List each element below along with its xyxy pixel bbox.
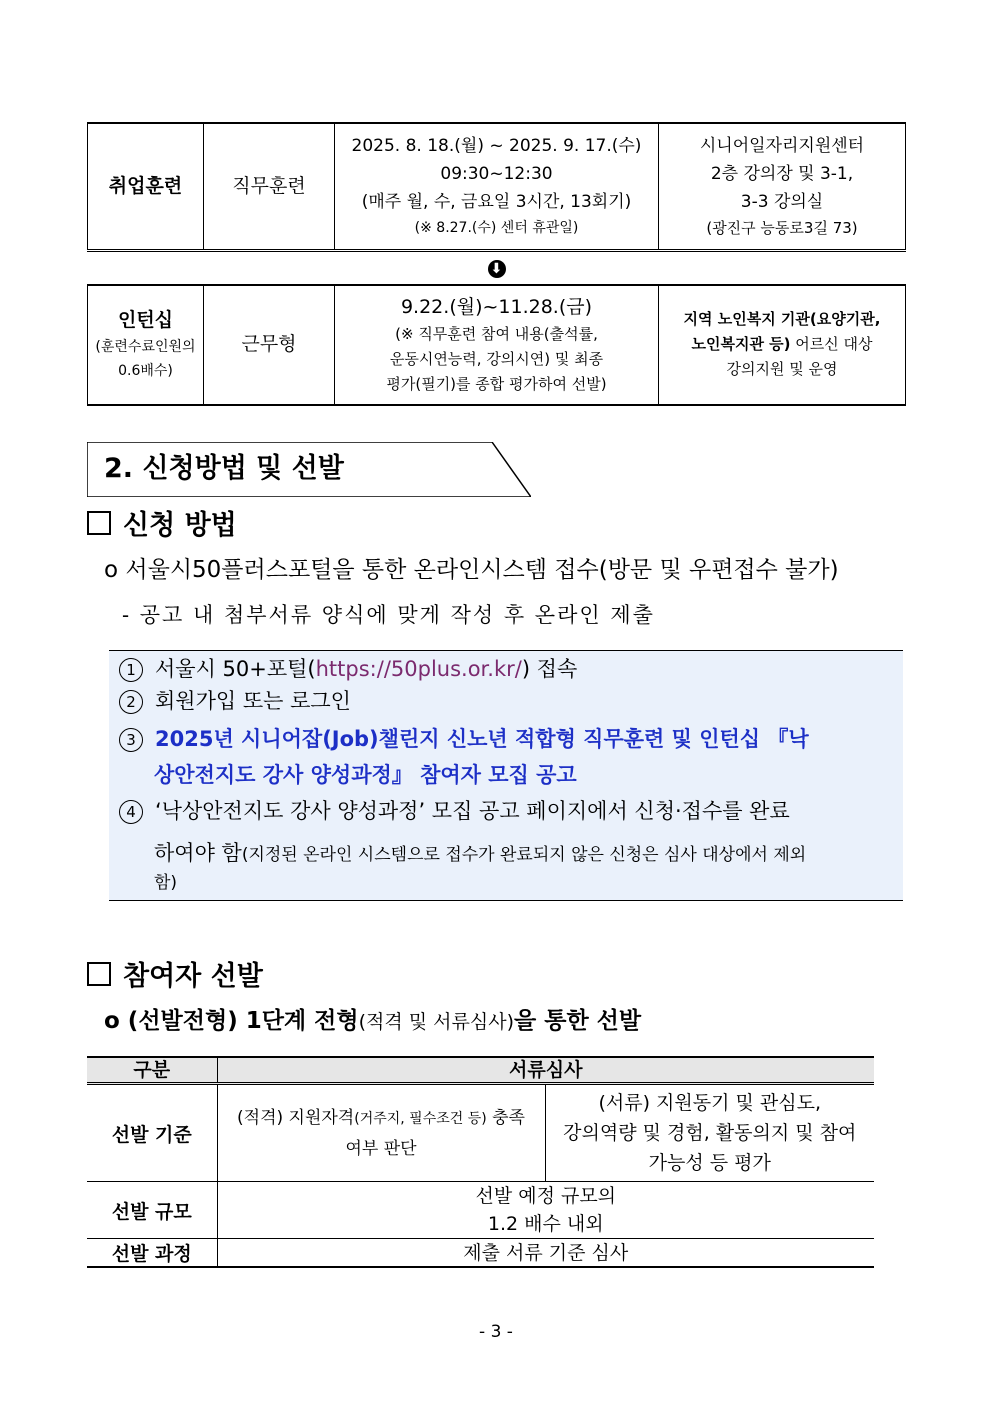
scale-value — [217, 1182, 874, 1239]
eligibility-text: (적격) 지원자격 — [237, 1107, 355, 1128]
table-header-row — [87, 1057, 874, 1084]
select-bullet-main: o (선발전형) 1단계 전형 — [104, 1008, 359, 1034]
category-label: 인턴십 — [117, 309, 174, 331]
process-label: 선발 과정 — [87, 1239, 217, 1268]
criteria-eligibility — [217, 1084, 545, 1182]
period-cell — [335, 285, 659, 405]
header-screening: 서류심사 — [217, 1057, 874, 1084]
table-row — [88, 123, 906, 250]
step-number: 2 — [119, 690, 143, 714]
step-text-highlight: 2025년 시니어잡(Job)챌린지 신노년 적합형 직무훈련 및 인턴십 『낙 — [155, 727, 809, 751]
step-text: 회원가입 또는 로그인 — [155, 689, 351, 713]
table-row — [88, 285, 906, 405]
step-4 — [119, 793, 895, 829]
place-line: 2층 강의장 및 3-1, — [710, 163, 854, 184]
type-cell: 근무형 — [204, 285, 335, 405]
time-line: 09:30~12:30 — [440, 164, 553, 185]
period-line: 2025. 8. 18.(월) ~ 2025. 9. 17.(수) — [351, 136, 642, 157]
place-cell — [659, 285, 906, 405]
selection-table — [87, 1056, 874, 1268]
category-note: 0.6배수) — [118, 363, 173, 379]
note-line: (※ 직무훈련 참여 내용(출석률, — [395, 324, 598, 343]
step-4-cont — [154, 835, 904, 873]
place-line-bold: 노인복지관 등) — [691, 335, 791, 353]
note-line: (※ 8.27.(수) 센터 휴관일) — [414, 220, 579, 237]
apply-sub: - 공고 내 첨부서류 양식에 맞게 작성 후 온라인 제출 — [122, 603, 655, 627]
select-heading — [87, 959, 263, 995]
apply-bullet: o 서울시50플러스포털을 통한 온라인시스템 접수(방문 및 우편접수 불가) — [104, 557, 839, 583]
apply-heading-text: 신청 방법 — [123, 510, 237, 541]
select-bullet-note: (적격 및 서류심사) — [358, 1011, 514, 1033]
header-category: 구분 — [87, 1057, 217, 1084]
step-4-end: 함) — [154, 873, 178, 893]
eligibility-text: 충족 — [486, 1107, 525, 1128]
step-text: ‘낙상안전지도 강사 양성과정’ 모집 공고 페이지에서 신청·접수를 완료 — [155, 799, 790, 823]
eligibility-note: (거주지, 필수조건 등) — [354, 1110, 487, 1127]
category-note: (훈련수료인원의 — [95, 339, 196, 355]
step-note: (지정된 온라인 시스템으로 접수가 완료되지 않은 신청은 심사 대상에서 제외 — [241, 845, 807, 865]
step-1 — [119, 651, 895, 687]
schedule-table — [87, 122, 906, 406]
checkbox-square-icon — [87, 511, 111, 535]
portal-link[interactable]: https://50plus.or.kr/ — [315, 657, 522, 681]
type-cell: 직무훈련 — [204, 123, 335, 250]
checkbox-square-icon — [87, 962, 111, 986]
documents-line: (서류) 지원동기 및 관심도, — [598, 1092, 822, 1114]
step-text: 하여야 함 — [154, 841, 242, 865]
step-3 — [119, 721, 895, 757]
apply-heading — [87, 508, 237, 544]
select-bullet-end: 을 통한 선발 — [514, 1008, 642, 1034]
step-3-cont — [154, 757, 930, 793]
address-line: (광진구 능동로3길 73) — [706, 218, 858, 237]
place-line: 지역 노인복지 기관(요양기관, — [683, 310, 881, 328]
criteria-label: 선발 기준 — [87, 1084, 217, 1182]
documents-line: 강의역량 및 경험, 활동의지 및 참여 — [563, 1122, 857, 1144]
select-bullet — [104, 1005, 641, 1038]
place-line: 강의지원 및 운영 — [726, 360, 838, 378]
period-line: 9.22.(월)~11.28.(금) — [400, 295, 593, 318]
step-text: 서울시 50+포털( — [155, 657, 316, 681]
arrow-row — [88, 250, 906, 285]
place-cell — [659, 123, 906, 250]
step-number: 3 — [119, 728, 143, 752]
place-line: 시니어일자리지원센터 — [699, 135, 865, 156]
step-2 — [119, 683, 895, 719]
scale-line: 1.2 배수 내외 — [487, 1213, 604, 1235]
steps-box — [109, 650, 903, 901]
period-cell — [335, 123, 659, 250]
step-text: ) 접속 — [521, 657, 578, 681]
eligibility-text: 여부 판단 — [345, 1138, 417, 1159]
select-heading-text: 참여자 선발 — [123, 961, 263, 992]
scale-line: 선발 예정 규모의 — [475, 1185, 617, 1207]
page-number: - 3 - — [479, 1322, 513, 1342]
criteria-documents — [545, 1084, 874, 1182]
table-row — [87, 1239, 874, 1268]
table-row — [87, 1084, 874, 1182]
documents-line: 가능성 등 평가 — [648, 1152, 771, 1174]
process-value: 제출 서류 기준 심사 — [217, 1239, 874, 1268]
note-line: 운동시연능력, 강의시연) 및 최종 — [389, 349, 604, 368]
step-number: 4 — [119, 800, 143, 824]
place-line-rest: 어르신 대상 — [790, 335, 873, 353]
category-cell — [88, 285, 204, 405]
place-line: 3-3 강의실 — [740, 191, 824, 212]
note-line: 평가(필기)를 종합 평가하여 선발) — [386, 374, 607, 393]
table-row — [87, 1182, 874, 1239]
arrow-down-icon: ⬇ — [488, 260, 506, 278]
step-number: 1 — [119, 658, 143, 682]
category-cell: 취업훈련 — [88, 123, 204, 250]
step-text-highlight: 상안전지도 강사 양성과정』 참여자 모집 공고 — [154, 763, 577, 787]
section-title: 2. 신청방법 및 선발 — [104, 453, 344, 484]
frequency-line: (매주 월, 수, 금요일 3시간, 13회기) — [361, 192, 632, 213]
scale-label: 선발 규모 — [87, 1182, 217, 1239]
